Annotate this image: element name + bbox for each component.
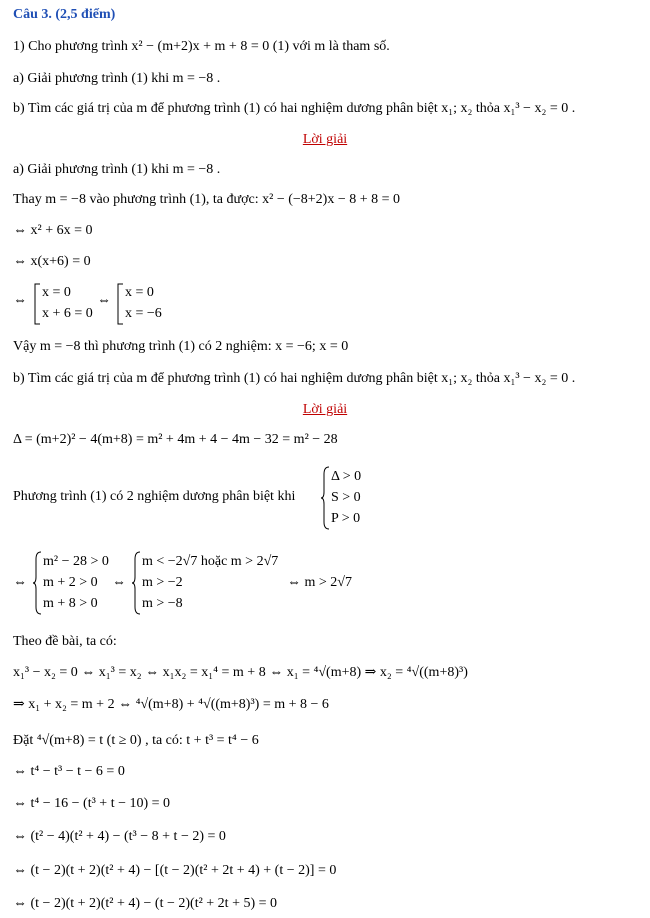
problem-statement: 1) Cho phương trình x² − (m+2)x + m + 8 = 0 (1) với m là tham số. bbox=[13, 39, 390, 54]
condition-text: Phương trình (1) có 2 nghiệm dương phân biệt khi bbox=[13, 489, 296, 504]
question-title: Câu 3. (2,5 điểm) bbox=[13, 7, 116, 22]
case-system-1 bbox=[42, 282, 93, 324]
case-2-row: x + 6 = 0 bbox=[42, 306, 93, 321]
t-equation-4: ⇔ (t − 2)(t + 2)(t² + 4) − [(t − 2)(t² + 2t + 4) + (t − 2)] = 0 bbox=[13, 863, 337, 878]
bracket-left-1 bbox=[33, 283, 41, 325]
equiv-arrow: ⇔ bbox=[13, 293, 27, 308]
step-equation-2: ⇔ x(x+6) = 0 bbox=[13, 254, 91, 269]
step-equation-1: ⇔ x² + 6x = 0 bbox=[13, 223, 93, 238]
relation-line-1: x₁³ − x₂ = 0 ⇔ x₁³ = x₂ ⇔ x₁x₂ = x₁⁴ = m + 8 ⇔ x₁ = ⁴√(m+8) ⇒ x₂ = ⁴√((m+8)³) bbox=[13, 665, 468, 680]
delta-condition: Δ > 0 bbox=[331, 469, 362, 484]
product-condition: P > 0 bbox=[331, 511, 361, 526]
t-equation-5: ⇔ (t − 2)(t + 2)(t² + 4) − (t − 2)(t² + 2t + 5) = 0 bbox=[13, 896, 278, 911]
bracket-left-2 bbox=[116, 283, 124, 325]
condition-result: ⇔ m > 2√7 bbox=[287, 575, 352, 590]
relation-line-2: ⇒ x₁ + x₂ = m + 2 ⇔ ⁴√(m+8) + ⁴√((m+8)³) = m + 8 − 6 bbox=[13, 697, 329, 712]
solved-row-2: m > −2 bbox=[142, 575, 183, 590]
condition-system bbox=[43, 551, 109, 614]
sum-condition: S > 0 bbox=[331, 490, 361, 505]
condition-row-3: m + 8 > 0 bbox=[43, 596, 98, 611]
part-b-solution-title: b) Tìm các giá trị của m để phương trình (1) có hai nghiệm dương phân biệt x₁; x₂ thỏa x₁³ − x₂ = 0 . bbox=[13, 371, 576, 386]
part-a-solution-title: a) Giải phương trình (1) khi m = −8 . bbox=[13, 162, 221, 177]
given-text: Theo đề bài, ta có: bbox=[13, 634, 117, 649]
substitution-line bbox=[13, 191, 400, 209]
case-4-row: x = −6 bbox=[125, 306, 162, 321]
equiv-arrow-3: ⇔ bbox=[13, 575, 27, 590]
condition-row-2: m + 2 > 0 bbox=[43, 575, 98, 590]
substitution-text: Thay m = −8 vào phương trình (1), ta được: bbox=[13, 192, 263, 207]
t-equation-2: ⇔ t⁴ − 16 − (t³ + t − 10) = 0 bbox=[13, 796, 171, 811]
solved-row-3: m > −8 bbox=[142, 596, 183, 611]
solution-heading-1: Lời giải bbox=[302, 132, 348, 147]
t-equation-3: ⇔ (t² − 4)(t² + 4) − (t³ − 8 + t − 2) = 0 bbox=[13, 829, 226, 844]
case-1-row: x = 0 bbox=[42, 285, 71, 300]
equiv-arrow-4: ⇔ bbox=[112, 575, 126, 590]
brace-1 bbox=[320, 466, 330, 530]
vieta-conditions bbox=[331, 466, 361, 529]
equiv-arrow-2: ⇔ bbox=[97, 293, 111, 308]
case-3-row: x = 0 bbox=[125, 285, 154, 300]
part-b-statement: b) Tìm các giá trị của m để phương trình (1) có hai nghiệm dương phân biệt x₁; x₂ thỏa x₁³ − x₂ = 0 . bbox=[13, 101, 576, 116]
substitution-t: Đặt ⁴√(m+8) = t (t ≥ 0) , ta có: t + t³ = t⁴ − 6 bbox=[13, 733, 259, 748]
substituted-equation: x² − (−8+2)x − 8 + 8 = 0 bbox=[262, 192, 401, 207]
brace-2 bbox=[32, 551, 42, 615]
part-a-conclusion: Vậy m = −8 thì phương trình (1) có 2 nghiệm: x = −6; x = 0 bbox=[13, 339, 349, 354]
discriminant-line: Δ = (m+2)² − 4(m+8) = m² + 4m + 4 − 4m − 32 = m² − 28 bbox=[13, 432, 338, 447]
solved-row-1: m < −2√7 hoặc m > 2√7 bbox=[142, 554, 279, 569]
condition-row-1: m² − 28 > 0 bbox=[43, 554, 109, 569]
t-equation-1: ⇔ t⁴ − t³ − t − 6 = 0 bbox=[13, 764, 125, 779]
part-a-statement: a) Giải phương trình (1) khi m = −8 . bbox=[13, 71, 221, 86]
solved-system bbox=[142, 551, 278, 614]
solution-heading-2: Lời giải bbox=[302, 402, 348, 417]
case-system-2 bbox=[125, 282, 162, 324]
brace-3 bbox=[131, 551, 141, 615]
